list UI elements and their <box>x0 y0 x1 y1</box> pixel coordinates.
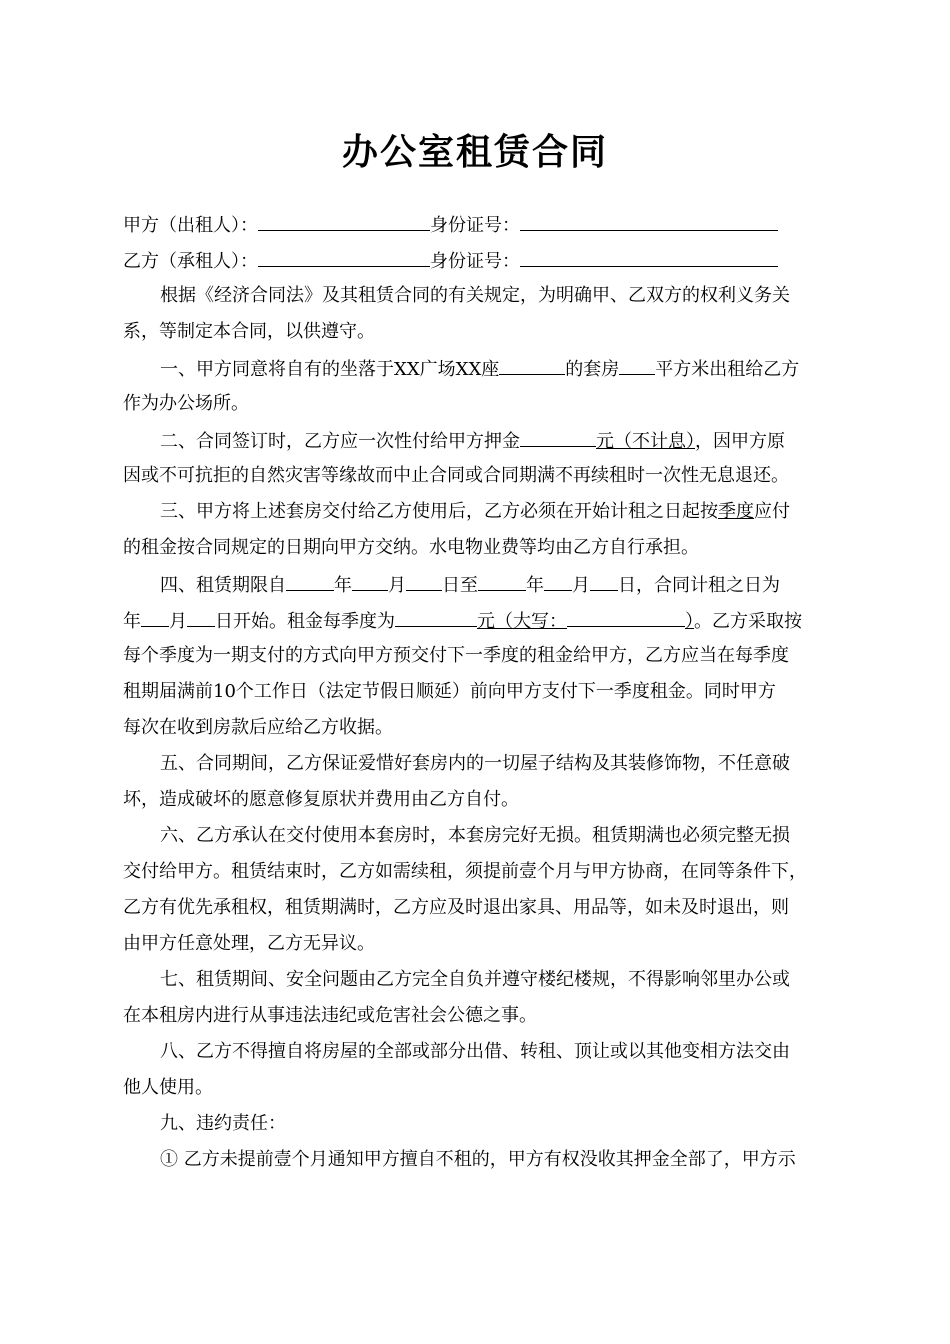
clause-8-line-2: 他人使用。 <box>123 1077 213 1098</box>
clause-5-line-1: 五、合同期间，乙方保证爱惜好套房内的一切屋子结构及其装修饰物，不任意破 <box>160 753 790 774</box>
location-blank[interactable] <box>499 356 565 375</box>
end-month-blank[interactable] <box>544 572 572 591</box>
rent-start-day-blank[interactable] <box>187 608 215 627</box>
deposit-blank[interactable] <box>520 428 596 447</box>
clause-2-line-1 <box>160 428 843 454</box>
clause-4-line-4: 租期届满前10个工作日（法定节假日顺延）前向甲方支付下一季度租金。同时甲方 <box>123 681 776 702</box>
year-label: 年 <box>526 575 544 596</box>
clause-8-line-1: 八、乙方不得擅自将房屋的全部或部分出借、转租、顶让或以其他变相方法交由 <box>160 1041 790 1062</box>
party-b-name-blank[interactable] <box>258 248 430 267</box>
clause-4-line-5: 每次在收到房款后应给乙方收据。 <box>123 717 393 738</box>
clause-9-heading: 九、违约责任： <box>160 1113 286 1134</box>
preamble-line-1: 根据《经济合同法》及其租赁合同的有关规定，为明确甲、乙双方的权利义务关 <box>160 285 790 306</box>
party-b-id-blank[interactable] <box>520 248 778 267</box>
clause-7-line-2: 在本租房内进行从事违法违纪或危害社会公德之事。 <box>123 1005 537 1026</box>
clause-1-line-1 <box>160 356 843 382</box>
clause-2-line-2: 因或不可抗拒的自然灾害等缘故而中止合同或合同期满不再续租时一次性无息退还。 <box>123 465 789 486</box>
start-month-blank[interactable] <box>352 572 388 591</box>
month-label: 月 <box>388 575 406 596</box>
end-day-blank[interactable] <box>590 572 618 591</box>
clause-3-line-1 <box>160 500 843 524</box>
clause-7-line-1: 七、租赁期间、安全问题由乙方完全自负并遵守楼纪楼规，不得影响邻里办公或 <box>160 969 790 990</box>
party-a-id-label: 身份证号： <box>430 215 520 236</box>
party-b-label: 乙方（承租人）： <box>123 251 258 272</box>
clause-6-line-1: 六、乙方承认在交付使用本套房时，本套房完好无损。租赁期满也必须完整无损 <box>160 825 790 846</box>
clause-4-line-1 <box>160 572 843 598</box>
clause-3-text-b: 季度 <box>718 501 754 522</box>
clause-1-text-a: 一、甲方同意将自有的坐落于XX广场XX座 <box>160 359 500 380</box>
day-to-label: 日至 <box>442 575 478 596</box>
clause-3-line-2: 的租金按合同规定的日期向甲方交纳。水电物业费等均由乙方自行承担。 <box>123 537 699 558</box>
clause-4-text-d: 。乙方采取按 <box>694 611 802 632</box>
clause-6-line-4: 由甲方任意处理，乙方无异议。 <box>123 933 375 954</box>
end-year-blank[interactable] <box>478 572 526 591</box>
month-label: 月 <box>169 611 187 632</box>
rent-capital-label: 元（大写： <box>477 611 567 632</box>
start-day-blank[interactable] <box>406 572 442 591</box>
clause-4-text-c: 日开始。租金每季度为 <box>215 611 395 632</box>
preamble-line-2: 系，等制定本合同，以供遵守。 <box>123 321 375 342</box>
clause-9-item-1: ① 乙方未提前壹个月通知甲方擅自不租的，甲方有权没收其押金全部了，甲方示 <box>160 1149 796 1170</box>
clause-3-text-c: 应付 <box>754 501 790 522</box>
clause-2-text-b: 元（不计息） <box>596 431 695 452</box>
clause-6-line-2: 交付给甲方。租赁结束时，乙方如需续租，须提前壹个月与甲方协商，在同等条件下， <box>123 861 807 882</box>
clause-4-line-3: 每个季度为一期支付的方式向甲方预交付下一季度的租金给甲方，乙方应当在每季度 <box>123 645 789 666</box>
clause-2-text-c: ，因甲方原 <box>695 431 785 452</box>
party-a-line <box>123 212 843 238</box>
area-blank[interactable] <box>619 356 655 375</box>
clause-6-line-3: 乙方有优先承租权，租赁期满时，乙方应及时退出家具、用品等，如未及时退出，则 <box>123 897 789 918</box>
clause-4-text-b: 日，合同计租之日为 <box>618 575 780 596</box>
year-label: 年 <box>123 611 141 632</box>
document-title: 办公室租赁合同 <box>341 132 608 173</box>
party-a-name-blank[interactable] <box>258 212 430 231</box>
rent-start-month-blank[interactable] <box>141 608 169 627</box>
party-b-line <box>123 248 843 274</box>
party-a-id-blank[interactable] <box>520 212 778 231</box>
month-label: 月 <box>572 575 590 596</box>
start-year-blank[interactable] <box>286 572 334 591</box>
rent-capital-blank[interactable] <box>567 608 685 627</box>
clause-1-text-c: 平方米出租给乙方 <box>655 359 800 380</box>
clause-3-text-a: 三、甲方将上述套房交付给乙方使用后，乙方必须在开始计租之日起按 <box>160 501 718 522</box>
clause-5-line-2: 坏，造成破坏的愿意修复原状并费用由乙方自付。 <box>123 789 519 810</box>
clause-2-text-a: 二、合同签订时，乙方应一次性付给甲方押金 <box>160 431 520 452</box>
clause-4-line-2 <box>123 608 843 634</box>
clause-1-text-b: 的套房 <box>565 359 620 380</box>
clause-1-line-2: 作为办公场所。 <box>123 393 249 414</box>
rent-capital-close: ） <box>685 611 694 632</box>
year-label: 年 <box>334 575 352 596</box>
party-a-label: 甲方（出租人）： <box>123 215 258 236</box>
party-b-id-label: 身份证号： <box>430 251 520 272</box>
clause-4-text-a: 四、租赁期限自 <box>160 575 286 596</box>
rent-amount-blank[interactable] <box>395 608 477 627</box>
